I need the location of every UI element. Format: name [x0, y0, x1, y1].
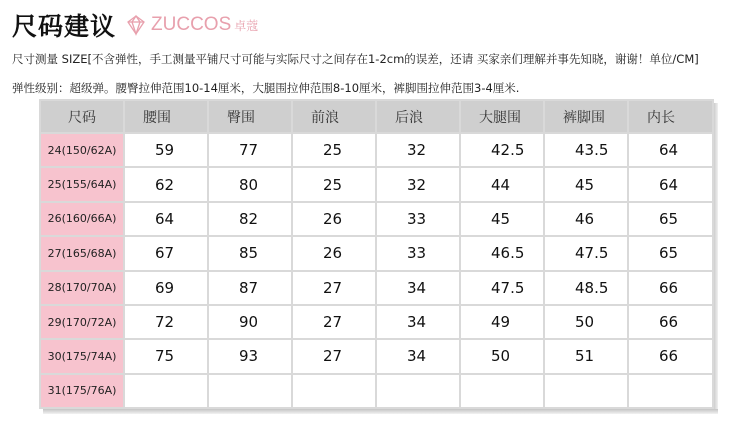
size-label-cell: 31(175/76A): [40, 374, 124, 408]
cell-hip: 93: [208, 339, 292, 373]
cell-waist: 64: [124, 202, 208, 236]
cell-back-rise: [376, 374, 460, 408]
table-shadow-bottom: [43, 409, 718, 414]
cell-thigh: 46.5: [460, 236, 544, 270]
cell-back-rise: 34: [376, 339, 460, 373]
cell-waist: 72: [124, 305, 208, 339]
cell-front-rise: 27: [292, 305, 376, 339]
cell-waist: [124, 374, 208, 408]
table-header-row: [40, 100, 713, 133]
cell-inseam: 64: [628, 133, 713, 167]
cell-leg-opening: 50: [544, 305, 628, 339]
table-row: [40, 305, 713, 339]
cell-waist: 67: [124, 236, 208, 270]
cell-back-rise: 32: [376, 167, 460, 201]
cell-inseam: 66: [628, 305, 713, 339]
cell-hip: 85: [208, 236, 292, 270]
cell-front-rise: 26: [292, 202, 376, 236]
elasticity-note: 弹性级别：超级弹。腰臀拉伸范围10-14厘米，大腿围拉伸范围8-10厘米，裤脚围拉伸范围3-4厘米.: [12, 81, 520, 95]
cell-inseam: 65: [628, 202, 713, 236]
cell-thigh: 47.5: [460, 271, 544, 305]
cell-hip: 90: [208, 305, 292, 339]
page-title: 尺码建议: [12, 12, 117, 41]
cell-front-rise: 25: [292, 167, 376, 201]
size-table-container: [39, 99, 712, 409]
size-label-cell: 29(170/72A): [40, 305, 124, 339]
table-row: [40, 167, 713, 201]
cell-waist: 62: [124, 167, 208, 201]
header-inseam: 内长: [628, 100, 713, 133]
cell-front-rise: 27: [292, 339, 376, 373]
cell-inseam: 66: [628, 339, 713, 373]
table-row: [40, 271, 713, 305]
size-label-cell: 25(155/64A): [40, 167, 124, 201]
size-label-cell: 24(150/62A): [40, 133, 124, 167]
cell-waist: 69: [124, 271, 208, 305]
table-row: [40, 236, 713, 270]
cell-leg-opening: 45: [544, 167, 628, 201]
logo-chinese-name: 卓蔻: [234, 18, 259, 33]
cell-inseam: 66: [628, 271, 713, 305]
cell-inseam: [628, 374, 713, 408]
size-label-cell: 28(170/70A): [40, 271, 124, 305]
cell-leg-opening: 46: [544, 202, 628, 236]
cell-front-rise: 27: [292, 271, 376, 305]
cell-front-rise: [292, 374, 376, 408]
cell-leg-opening: 43.5: [544, 133, 628, 167]
cell-back-rise: 33: [376, 202, 460, 236]
header-size: 尺码: [40, 100, 124, 133]
cell-back-rise: 34: [376, 305, 460, 339]
header-waist: 腰围: [124, 100, 208, 133]
cell-inseam: 64: [628, 167, 713, 201]
cell-leg-opening: 51: [544, 339, 628, 373]
cell-back-rise: 33: [376, 236, 460, 270]
size-label-cell: 26(160/66A): [40, 202, 124, 236]
cell-back-rise: 34: [376, 271, 460, 305]
logo-wordmark: ZUCCOS: [151, 14, 232, 35]
brand-logo: [124, 13, 258, 37]
header-hip: 臀围: [208, 100, 292, 133]
table-row: [40, 133, 713, 167]
header-back-rise: 后浪: [376, 100, 460, 133]
size-table: [39, 99, 714, 409]
cell-leg-opening: 47.5: [544, 236, 628, 270]
table-row: [40, 374, 713, 408]
cell-hip: 82: [208, 202, 292, 236]
cell-thigh: 49: [460, 305, 544, 339]
cell-thigh: 50: [460, 339, 544, 373]
cell-front-rise: 26: [292, 236, 376, 270]
page-header: [12, 8, 258, 42]
cell-leg-opening: [544, 374, 628, 408]
cell-leg-opening: 48.5: [544, 271, 628, 305]
cell-thigh: 45: [460, 202, 544, 236]
logo-diamond-icon: [124, 13, 148, 37]
table-row: [40, 339, 713, 373]
cell-waist: 59: [124, 133, 208, 167]
header-front-rise: 前浪: [292, 100, 376, 133]
cell-hip: [208, 374, 292, 408]
cell-waist: 75: [124, 339, 208, 373]
cell-hip: 87: [208, 271, 292, 305]
table-row: [40, 202, 713, 236]
cell-front-rise: 25: [292, 133, 376, 167]
cell-inseam: 65: [628, 236, 713, 270]
measurement-note: 尺寸测量 SIZE[不含弹性，手工测量平铺尺寸可能与实际尺寸之间存在1-2cm的误差，还请 买家亲们理解并事先知晓，谢谢！单位/CM]: [12, 52, 699, 66]
size-label-cell: 27(165/68A): [40, 236, 124, 270]
cell-thigh: 44: [460, 167, 544, 201]
cell-hip: 77: [208, 133, 292, 167]
size-label-cell: 30(175/74A): [40, 339, 124, 373]
cell-hip: 80: [208, 167, 292, 201]
header-thigh: 大腿围: [460, 100, 544, 133]
header-leg-opening: 裤脚围: [544, 100, 628, 133]
cell-thigh: 42.5: [460, 133, 544, 167]
cell-thigh: [460, 374, 544, 408]
cell-back-rise: 32: [376, 133, 460, 167]
